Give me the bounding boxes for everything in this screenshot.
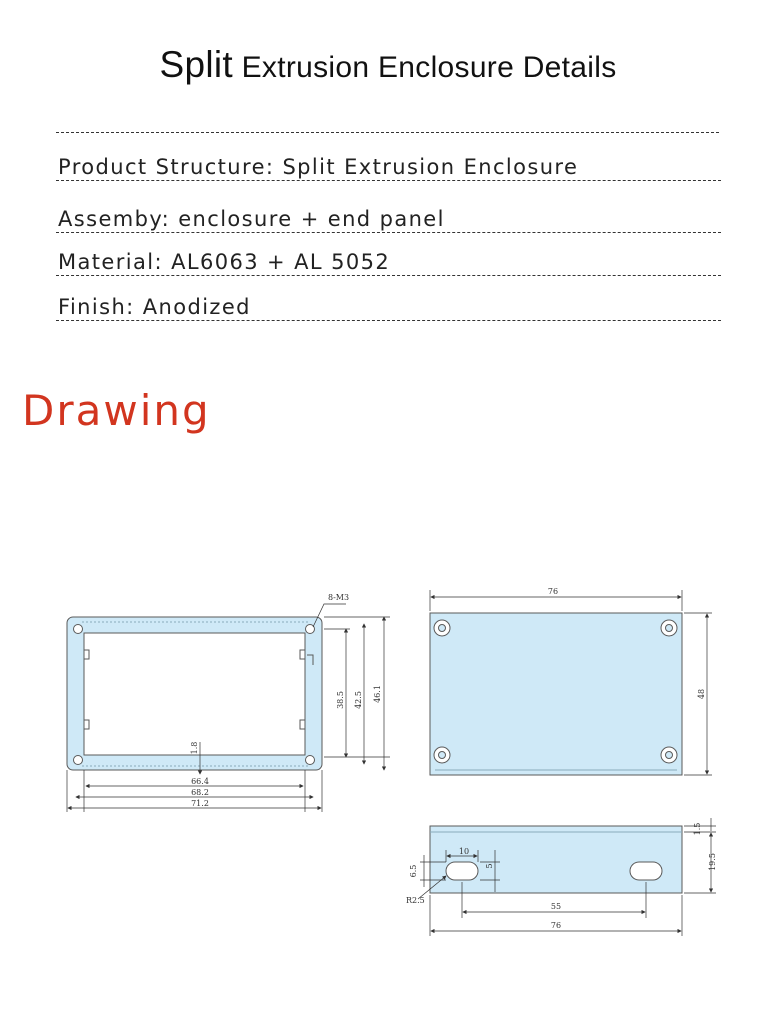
label-w2: 68.2 xyxy=(191,788,209,797)
label-d1: 38.5 xyxy=(336,691,345,709)
label-spacing: 55 xyxy=(550,902,562,911)
spec-label: Product Structure: xyxy=(58,155,275,179)
label-d3: 46.1 xyxy=(373,685,382,703)
spec-value: Split Extrusion Enclosure xyxy=(282,155,579,179)
label-radius: R2.5 xyxy=(406,896,425,905)
spec-label: Finish: xyxy=(58,295,135,319)
label-panel-width: 76 xyxy=(547,587,559,596)
label-top: 1.5 xyxy=(693,822,702,836)
panel-outer xyxy=(430,613,682,775)
label-slot-height: 5 xyxy=(485,863,494,869)
spec-label: Assemby: xyxy=(58,207,171,231)
spec-value: Anodized xyxy=(142,295,251,319)
drawing-heading: Drawing xyxy=(22,386,211,435)
side-outer xyxy=(430,826,682,893)
label-hole-height: 6.5 xyxy=(409,864,418,878)
end-panel-view xyxy=(430,613,682,775)
title-part2: Extrusion Enclosure Details xyxy=(241,51,617,84)
label-d2: 42.5 xyxy=(354,691,363,709)
screw-boss xyxy=(306,625,315,634)
spec-value: enclosure + end panel xyxy=(178,207,445,231)
label-w1: 66.4 xyxy=(191,777,209,786)
spec-label: Material: xyxy=(58,250,163,274)
side-slot xyxy=(446,862,478,880)
label-side-width: 76 xyxy=(550,921,562,930)
label-wall: 1.8 xyxy=(190,741,199,755)
screw-boss xyxy=(74,625,83,634)
label-panel-height: 48 xyxy=(697,688,706,700)
side-slot xyxy=(630,862,662,880)
label-thread: 8-M3 xyxy=(328,593,350,602)
spec-value: AL6063 + AL 5052 xyxy=(171,250,391,274)
title-part1: Split xyxy=(159,44,233,85)
label-slot-width: 10 xyxy=(458,847,470,856)
label-side-height: 19.5 xyxy=(708,853,717,871)
label-w3: 71.2 xyxy=(191,799,209,808)
screw-boss xyxy=(306,756,315,765)
side-view xyxy=(430,826,682,893)
profile-cavity xyxy=(84,633,305,755)
screw-boss xyxy=(74,756,83,765)
